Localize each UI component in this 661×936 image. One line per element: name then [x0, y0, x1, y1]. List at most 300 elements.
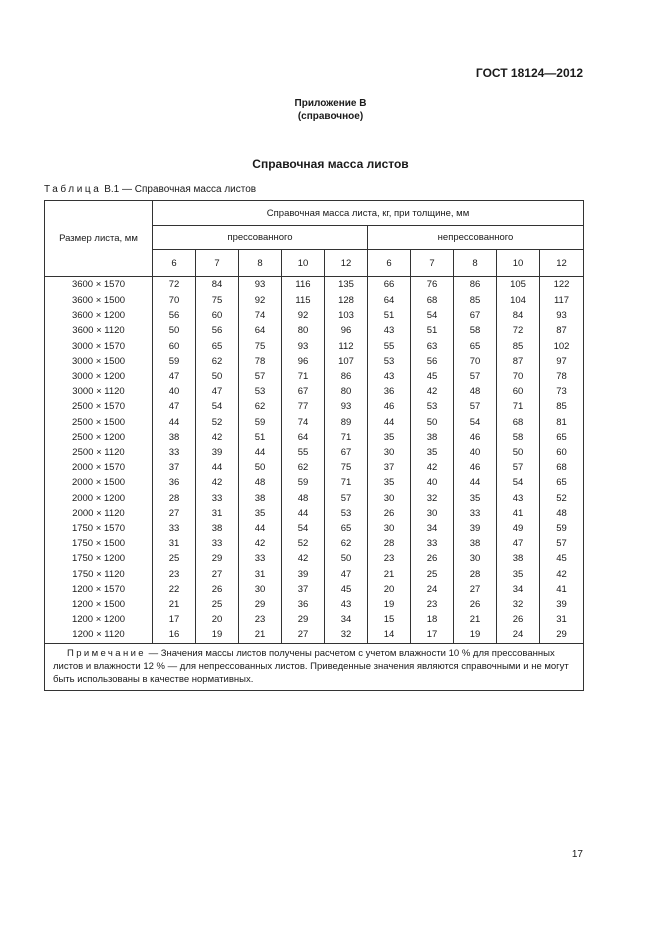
mass-value-cell: 85 [540, 399, 584, 414]
sheet-size-cell: 2000 × 1120 [45, 506, 153, 521]
mass-value-cell: 33 [411, 536, 454, 551]
sheet-size-cell: 2000 × 1200 [45, 491, 153, 506]
table-row [45, 521, 584, 536]
table-row [45, 308, 584, 323]
mass-value-cell: 30 [239, 582, 282, 597]
mass-value-cell: 29 [196, 551, 239, 566]
mass-value-cell: 53 [239, 384, 282, 399]
mass-value-cell: 65 [540, 475, 584, 490]
mass-value-cell: 21 [239, 627, 282, 643]
mass-value-cell: 67 [454, 308, 497, 323]
mass-value-cell: 102 [540, 339, 584, 354]
mass-value-cell: 15 [368, 612, 411, 627]
mass-value-cell: 26 [497, 612, 540, 627]
mass-value-cell: 40 [411, 475, 454, 490]
mass-value-cell: 60 [196, 308, 239, 323]
mass-value-cell: 93 [282, 339, 325, 354]
mass-value-cell: 68 [411, 293, 454, 308]
mass-value-cell: 40 [153, 384, 196, 399]
mass-value-cell: 36 [368, 384, 411, 399]
mass-value-cell: 47 [153, 369, 196, 384]
mass-value-cell: 85 [454, 293, 497, 308]
note-label: Примечание [67, 647, 146, 659]
mass-value-cell: 63 [411, 339, 454, 354]
table-row [45, 551, 584, 566]
mass-value-cell: 65 [540, 430, 584, 445]
mass-value-cell: 34 [325, 612, 368, 627]
mass-value-cell: 117 [540, 293, 584, 308]
mass-value-cell: 31 [540, 612, 584, 627]
mass-value-cell: 45 [411, 369, 454, 384]
mass-value-cell: 78 [239, 354, 282, 369]
mass-value-cell: 31 [153, 536, 196, 551]
mass-value-cell: 93 [239, 277, 282, 294]
table-row [45, 567, 584, 582]
mass-value-cell: 65 [196, 339, 239, 354]
mass-value-cell: 29 [282, 612, 325, 627]
mass-value-cell: 38 [153, 430, 196, 445]
mass-value-cell: 50 [196, 369, 239, 384]
table-caption-label: Таблица [44, 184, 102, 195]
sheet-size-cell: 1200 × 1120 [45, 627, 153, 643]
mass-value-cell: 17 [153, 612, 196, 627]
mass-value-cell: 58 [454, 323, 497, 338]
mass-value-cell: 50 [497, 445, 540, 460]
mass-value-cell: 76 [411, 277, 454, 294]
mass-value-cell: 25 [411, 567, 454, 582]
mass-value-cell: 45 [540, 551, 584, 566]
mass-value-cell: 48 [454, 384, 497, 399]
sheet-size-cell: 1200 × 1200 [45, 612, 153, 627]
mass-value-cell: 62 [196, 354, 239, 369]
mass-value-cell: 53 [411, 399, 454, 414]
mass-value-cell: 33 [196, 491, 239, 506]
mass-value-cell: 60 [153, 339, 196, 354]
mass-value-cell: 96 [325, 323, 368, 338]
mass-value-cell: 84 [497, 308, 540, 323]
mass-value-cell: 29 [239, 597, 282, 612]
sheet-size-cell: 2000 × 1500 [45, 475, 153, 490]
mass-value-cell: 47 [153, 399, 196, 414]
sheet-size-cell: 2500 × 1200 [45, 430, 153, 445]
mass-value-cell: 104 [497, 293, 540, 308]
mass-value-cell: 38 [454, 536, 497, 551]
mass-value-cell: 49 [497, 521, 540, 536]
mass-value-cell: 122 [540, 277, 584, 294]
mass-value-cell: 22 [153, 582, 196, 597]
mass-value-cell: 25 [196, 597, 239, 612]
mass-value-cell: 68 [497, 415, 540, 430]
thickness-header: 6 [368, 250, 411, 277]
mass-value-cell: 44 [239, 445, 282, 460]
mass-value-cell: 59 [239, 415, 282, 430]
mass-value-cell: 44 [153, 415, 196, 430]
mass-value-cell: 46 [368, 399, 411, 414]
mass-value-cell: 41 [540, 582, 584, 597]
table-row [45, 536, 584, 551]
table-row [45, 582, 584, 597]
mass-value-cell: 23 [411, 597, 454, 612]
mass-value-cell: 51 [239, 430, 282, 445]
mass-value-cell: 56 [411, 354, 454, 369]
mass-value-cell: 18 [411, 612, 454, 627]
mass-value-cell: 43 [497, 491, 540, 506]
unpressed-group-header: непрессованного [368, 226, 584, 250]
mass-value-cell: 31 [239, 567, 282, 582]
mass-value-cell: 93 [325, 399, 368, 414]
mass-value-cell: 39 [454, 521, 497, 536]
size-column-header: Размер листа, мм [45, 201, 153, 277]
mass-value-cell: 30 [368, 491, 411, 506]
mass-value-cell: 75 [196, 293, 239, 308]
table-row [45, 597, 584, 612]
mass-value-cell: 48 [540, 506, 584, 521]
mass-value-cell: 47 [196, 384, 239, 399]
sheet-size-cell: 2500 × 1500 [45, 415, 153, 430]
mass-value-cell: 32 [497, 597, 540, 612]
mass-value-cell: 74 [282, 415, 325, 430]
mass-value-cell: 21 [368, 567, 411, 582]
mass-value-cell: 86 [454, 277, 497, 294]
mass-value-cell: 55 [368, 339, 411, 354]
mass-value-cell: 50 [411, 415, 454, 430]
mass-value-cell: 37 [282, 582, 325, 597]
document-code: ГОСТ 18124—2012 [475, 66, 583, 80]
mass-value-cell: 51 [368, 308, 411, 323]
mass-value-cell: 93 [540, 308, 584, 323]
mass-value-cell: 89 [325, 415, 368, 430]
mass-value-cell: 115 [282, 293, 325, 308]
sheet-size-cell: 3600 × 1500 [45, 293, 153, 308]
mass-value-cell: 73 [540, 384, 584, 399]
mass-value-cell: 57 [497, 460, 540, 475]
mass-value-cell: 80 [282, 323, 325, 338]
mass-value-cell: 57 [540, 536, 584, 551]
mass-value-cell: 67 [282, 384, 325, 399]
mass-value-cell: 57 [325, 491, 368, 506]
mass-value-cell: 92 [282, 308, 325, 323]
mass-value-cell: 74 [239, 308, 282, 323]
mass-value-cell: 28 [368, 536, 411, 551]
mass-value-cell: 86 [325, 369, 368, 384]
table-row [45, 323, 584, 338]
mass-value-cell: 38 [196, 521, 239, 536]
mass-value-cell: 47 [497, 536, 540, 551]
mass-value-cell: 42 [540, 567, 584, 582]
mass-value-cell: 33 [196, 536, 239, 551]
mass-value-cell: 35 [411, 445, 454, 460]
mass-value-cell: 19 [196, 627, 239, 643]
mass-value-cell: 35 [454, 491, 497, 506]
thickness-header: 6 [153, 250, 196, 277]
table-caption-text: В.1 — Справочная масса листов [101, 184, 257, 195]
mass-value-cell: 20 [196, 612, 239, 627]
mass-value-cell: 33 [153, 521, 196, 536]
mass-value-cell: 57 [239, 369, 282, 384]
mass-value-cell: 28 [153, 491, 196, 506]
mass-value-cell: 42 [239, 536, 282, 551]
mass-value-cell: 54 [454, 415, 497, 430]
mass-value-cell: 30 [368, 445, 411, 460]
mass-value-cell: 37 [153, 460, 196, 475]
mass-value-cell: 42 [411, 460, 454, 475]
mass-value-cell: 70 [454, 354, 497, 369]
sheet-size-cell: 3600 × 1200 [45, 308, 153, 323]
mass-value-cell: 71 [325, 430, 368, 445]
mass-value-cell: 75 [325, 460, 368, 475]
mass-value-cell: 32 [411, 491, 454, 506]
sheet-size-cell: 1750 × 1500 [45, 536, 153, 551]
sheet-size-cell: 3600 × 1570 [45, 277, 153, 294]
thickness-header: 8 [454, 250, 497, 277]
table-row [45, 293, 584, 308]
note-text: — Значения массы листов получены расчетом с учетом влажности 10 % для прессованных листов и влажности 12 % — для непрессованных листов. Приведенные значения являются справочными и не могут быть использованы в качестве нормативных. [53, 647, 569, 685]
mass-value-cell: 85 [497, 339, 540, 354]
mass-value-cell: 77 [282, 399, 325, 414]
table-row [45, 277, 584, 294]
table-row [45, 627, 584, 643]
mass-value-cell: 29 [540, 627, 584, 643]
mass-value-cell: 62 [239, 399, 282, 414]
table-row [45, 506, 584, 521]
table-row [45, 430, 584, 445]
mass-value-cell: 44 [239, 521, 282, 536]
mass-value-cell: 34 [497, 582, 540, 597]
mass-value-cell: 59 [153, 354, 196, 369]
mass-value-cell: 21 [454, 612, 497, 627]
mass-value-cell: 64 [282, 430, 325, 445]
sheet-size-cell: 3600 × 1120 [45, 323, 153, 338]
sheet-size-cell: 1750 × 1570 [45, 521, 153, 536]
sheet-size-cell: 3000 × 1200 [45, 369, 153, 384]
sheet-size-cell: 1200 × 1500 [45, 597, 153, 612]
table-row [45, 399, 584, 414]
mass-value-cell: 50 [153, 323, 196, 338]
mass-value-cell: 33 [153, 445, 196, 460]
mass-value-cell: 39 [196, 445, 239, 460]
mass-value-cell: 70 [153, 293, 196, 308]
mass-value-cell: 26 [454, 597, 497, 612]
mass-value-cell: 24 [411, 582, 454, 597]
mass-header: Справочная масса листа, кг, при толщине, мм [153, 201, 584, 226]
mass-value-cell: 30 [454, 551, 497, 566]
mass-value-cell: 44 [368, 415, 411, 430]
mass-value-cell: 59 [540, 521, 584, 536]
mass-value-cell: 50 [325, 551, 368, 566]
mass-value-cell: 46 [454, 430, 497, 445]
mass-value-cell: 65 [454, 339, 497, 354]
mass-table [44, 200, 584, 691]
mass-value-cell: 60 [540, 445, 584, 460]
mass-value-cell: 87 [540, 323, 584, 338]
thickness-header: 10 [282, 250, 325, 277]
mass-value-cell: 38 [497, 551, 540, 566]
thickness-header: 8 [239, 250, 282, 277]
sheet-size-cell: 2500 × 1120 [45, 445, 153, 460]
mass-value-cell: 71 [282, 369, 325, 384]
mass-value-cell: 135 [325, 277, 368, 294]
thickness-header: 10 [497, 250, 540, 277]
mass-value-cell: 26 [196, 582, 239, 597]
mass-value-cell: 27 [153, 506, 196, 521]
mass-value-cell: 48 [239, 475, 282, 490]
mass-value-cell: 42 [196, 475, 239, 490]
mass-value-cell: 35 [368, 475, 411, 490]
table-row [45, 354, 584, 369]
mass-value-cell: 62 [325, 536, 368, 551]
mass-value-cell: 19 [454, 627, 497, 643]
mass-value-cell: 35 [497, 567, 540, 582]
mass-value-cell: 56 [153, 308, 196, 323]
mass-value-cell: 44 [454, 475, 497, 490]
thickness-header: 7 [196, 250, 239, 277]
thickness-header: 7 [411, 250, 454, 277]
mass-value-cell: 97 [540, 354, 584, 369]
thickness-header: 12 [540, 250, 584, 277]
mass-value-cell: 71 [325, 475, 368, 490]
mass-value-cell: 44 [196, 460, 239, 475]
mass-value-cell: 71 [497, 399, 540, 414]
mass-value-cell: 23 [153, 567, 196, 582]
mass-value-cell: 72 [153, 277, 196, 294]
sheet-size-cell: 2000 × 1570 [45, 460, 153, 475]
mass-value-cell: 50 [239, 460, 282, 475]
mass-value-cell: 70 [497, 369, 540, 384]
mass-value-cell: 30 [368, 521, 411, 536]
mass-value-cell: 75 [239, 339, 282, 354]
mass-value-cell: 35 [239, 506, 282, 521]
mass-value-cell: 66 [368, 277, 411, 294]
table-row [45, 445, 584, 460]
mass-value-cell: 58 [497, 430, 540, 445]
mass-value-cell: 67 [325, 445, 368, 460]
mass-value-cell: 39 [282, 567, 325, 582]
mass-value-cell: 116 [282, 277, 325, 294]
mass-value-cell: 52 [196, 415, 239, 430]
mass-value-cell: 27 [454, 582, 497, 597]
mass-value-cell: 40 [454, 445, 497, 460]
mass-value-cell: 52 [282, 536, 325, 551]
mass-value-cell: 32 [325, 627, 368, 643]
table-row [45, 384, 584, 399]
mass-value-cell: 20 [368, 582, 411, 597]
table-caption [44, 184, 256, 195]
mass-value-cell: 27 [196, 567, 239, 582]
mass-value-cell: 81 [540, 415, 584, 430]
mass-value-cell: 19 [368, 597, 411, 612]
mass-value-cell: 65 [325, 521, 368, 536]
mass-value-cell: 27 [282, 627, 325, 643]
mass-value-cell: 80 [325, 384, 368, 399]
mass-value-cell: 54 [411, 308, 454, 323]
mass-value-cell: 72 [497, 323, 540, 338]
table-row [45, 460, 584, 475]
sheet-size-cell: 3000 × 1120 [45, 384, 153, 399]
mass-value-cell: 56 [196, 323, 239, 338]
mass-value-cell: 28 [454, 567, 497, 582]
mass-value-cell: 64 [368, 293, 411, 308]
sheet-size-cell: 3000 × 1500 [45, 354, 153, 369]
sheet-size-cell: 2500 × 1570 [45, 399, 153, 414]
mass-value-cell: 47 [325, 567, 368, 582]
mass-value-cell: 53 [325, 506, 368, 521]
mass-value-cell: 57 [454, 399, 497, 414]
mass-value-cell: 26 [411, 551, 454, 566]
mass-value-cell: 53 [368, 354, 411, 369]
appendix-subtitle: (справочное) [297, 111, 364, 122]
sheet-size-cell: 1750 × 1120 [45, 567, 153, 582]
page-title: Справочная масса листов [252, 157, 409, 171]
mass-value-cell: 84 [196, 277, 239, 294]
mass-value-cell: 46 [454, 460, 497, 475]
mass-value-cell: 17 [411, 627, 454, 643]
mass-value-cell: 34 [411, 521, 454, 536]
page-number: 17 [571, 849, 583, 860]
mass-value-cell: 54 [282, 521, 325, 536]
mass-value-cell: 44 [282, 506, 325, 521]
mass-value-cell: 41 [497, 506, 540, 521]
mass-value-cell: 39 [540, 597, 584, 612]
mass-value-cell: 38 [239, 491, 282, 506]
mass-value-cell: 103 [325, 308, 368, 323]
mass-value-cell: 43 [325, 597, 368, 612]
mass-value-cell: 23 [239, 612, 282, 627]
mass-value-cell: 36 [153, 475, 196, 490]
table-row [45, 339, 584, 354]
mass-value-cell: 51 [411, 323, 454, 338]
mass-value-cell: 48 [282, 491, 325, 506]
mass-value-cell: 57 [454, 369, 497, 384]
mass-value-cell: 35 [368, 430, 411, 445]
sheet-size-cell: 3000 × 1570 [45, 339, 153, 354]
mass-value-cell: 54 [196, 399, 239, 414]
mass-value-cell: 42 [411, 384, 454, 399]
mass-value-cell: 105 [497, 277, 540, 294]
mass-value-cell: 37 [368, 460, 411, 475]
mass-value-cell: 68 [540, 460, 584, 475]
mass-value-cell: 21 [153, 597, 196, 612]
mass-value-cell: 96 [282, 354, 325, 369]
mass-value-cell: 16 [153, 627, 196, 643]
mass-value-cell: 33 [239, 551, 282, 566]
sheet-size-cell: 1200 × 1570 [45, 582, 153, 597]
mass-value-cell: 55 [282, 445, 325, 460]
mass-value-cell: 112 [325, 339, 368, 354]
mass-value-cell: 33 [454, 506, 497, 521]
mass-value-cell: 24 [497, 627, 540, 643]
appendix-title: Приложение В [294, 98, 367, 109]
pressed-group-header: прессованного [153, 226, 368, 250]
mass-value-cell: 26 [368, 506, 411, 521]
mass-value-cell: 78 [540, 369, 584, 384]
table-row [45, 415, 584, 430]
mass-value-cell: 45 [325, 582, 368, 597]
table-row [45, 475, 584, 490]
mass-value-cell: 128 [325, 293, 368, 308]
table-row [45, 491, 584, 506]
table-row [45, 612, 584, 627]
mass-value-cell: 43 [368, 369, 411, 384]
mass-value-cell: 30 [411, 506, 454, 521]
mass-value-cell: 25 [153, 551, 196, 566]
mass-value-cell: 107 [325, 354, 368, 369]
mass-value-cell: 60 [497, 384, 540, 399]
mass-value-cell: 62 [282, 460, 325, 475]
mass-value-cell: 31 [196, 506, 239, 521]
mass-value-cell: 36 [282, 597, 325, 612]
sheet-size-cell: 1750 × 1200 [45, 551, 153, 566]
mass-value-cell: 92 [239, 293, 282, 308]
